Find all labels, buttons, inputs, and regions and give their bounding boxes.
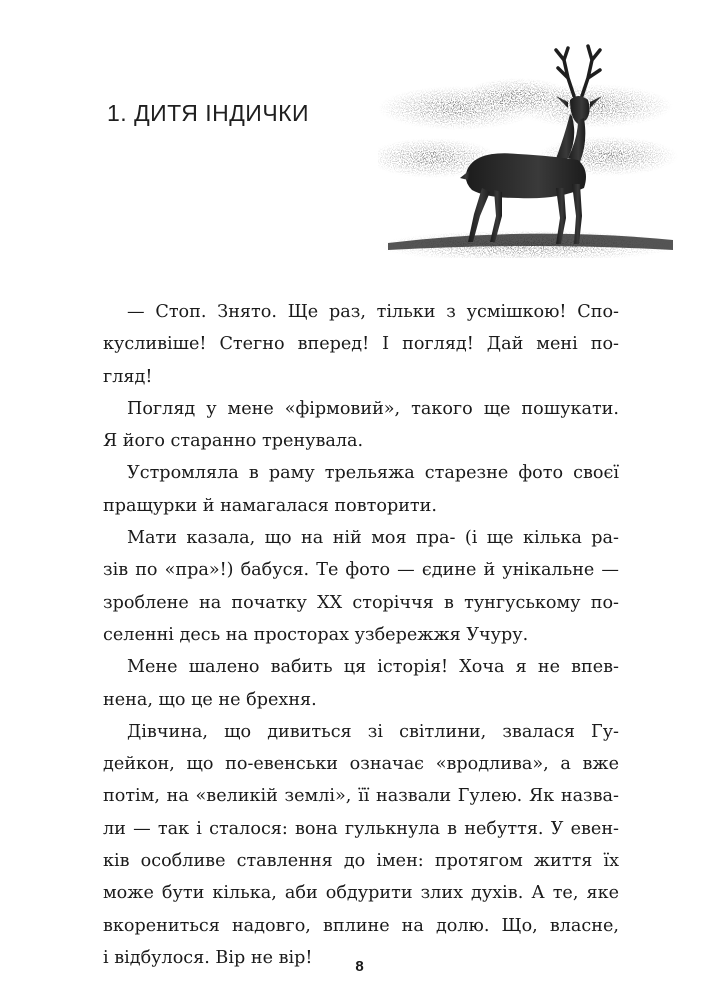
page-number: 8 [355, 958, 364, 975]
deer-icon [378, 38, 678, 258]
text-line: Устромляла в раму трельяжа старезне фото своєї [127, 463, 619, 484]
text-line: зроблене на початку XX сторіччя в тунгуському по- [103, 592, 619, 613]
text-line: ли — так і сталося: вона гулькнула в небуття. У евен- [103, 818, 619, 839]
text-line: — Стоп. Знято. Ще раз, тільки з усмішкою! Спо- [127, 302, 619, 322]
text-line: потім, на «великій землі», її назвали Гулею. Як назва- [103, 786, 619, 807]
text-line: дейкон, що по-евенськи означає «вродлива», а вже [103, 754, 619, 775]
text-line: гляд! [103, 366, 153, 387]
text-line: нена, що це не брехня. [103, 689, 317, 710]
body-text [103, 296, 619, 974]
text-line: Я його старанно тренувала. [103, 431, 364, 452]
chapter-title: 1. ДИТЯ ІНДИЧКИ [107, 100, 310, 126]
text-line: Мати казала, що на ній моя пра- (і ще кілька ра- [127, 528, 619, 549]
text-line: зів по «пра»!) бабуся. Те фото — єдине й унікальне — [103, 560, 619, 581]
text-line: може бути кілька, аби обдурити злих духів. А те, яке [103, 883, 619, 904]
text-line: вкорениться надовго, вплине на долю. Що, власне, [103, 915, 619, 936]
text-line: і відбулося. Вір не вір! [103, 947, 313, 968]
text-line: Мене шалено вабить ця історія! Хоча я не впев- [127, 657, 619, 678]
text-line: Дівчина, що дивиться зі світлини, звалася Гу- [127, 721, 619, 742]
text-line: кусливіше! Стегно вперед! І погляд! Дай мені по- [103, 334, 619, 355]
text-line: ків особливе ставлення до імен: протягом життя їх [103, 851, 619, 872]
text-line: пращурки й намагалася повторити. [103, 495, 437, 516]
text-line: Погляд у мене «фірмовий», такого ще пошукати. [127, 398, 619, 419]
text-line: селенні десь на просторах узбережжя Учуру. [103, 624, 529, 645]
